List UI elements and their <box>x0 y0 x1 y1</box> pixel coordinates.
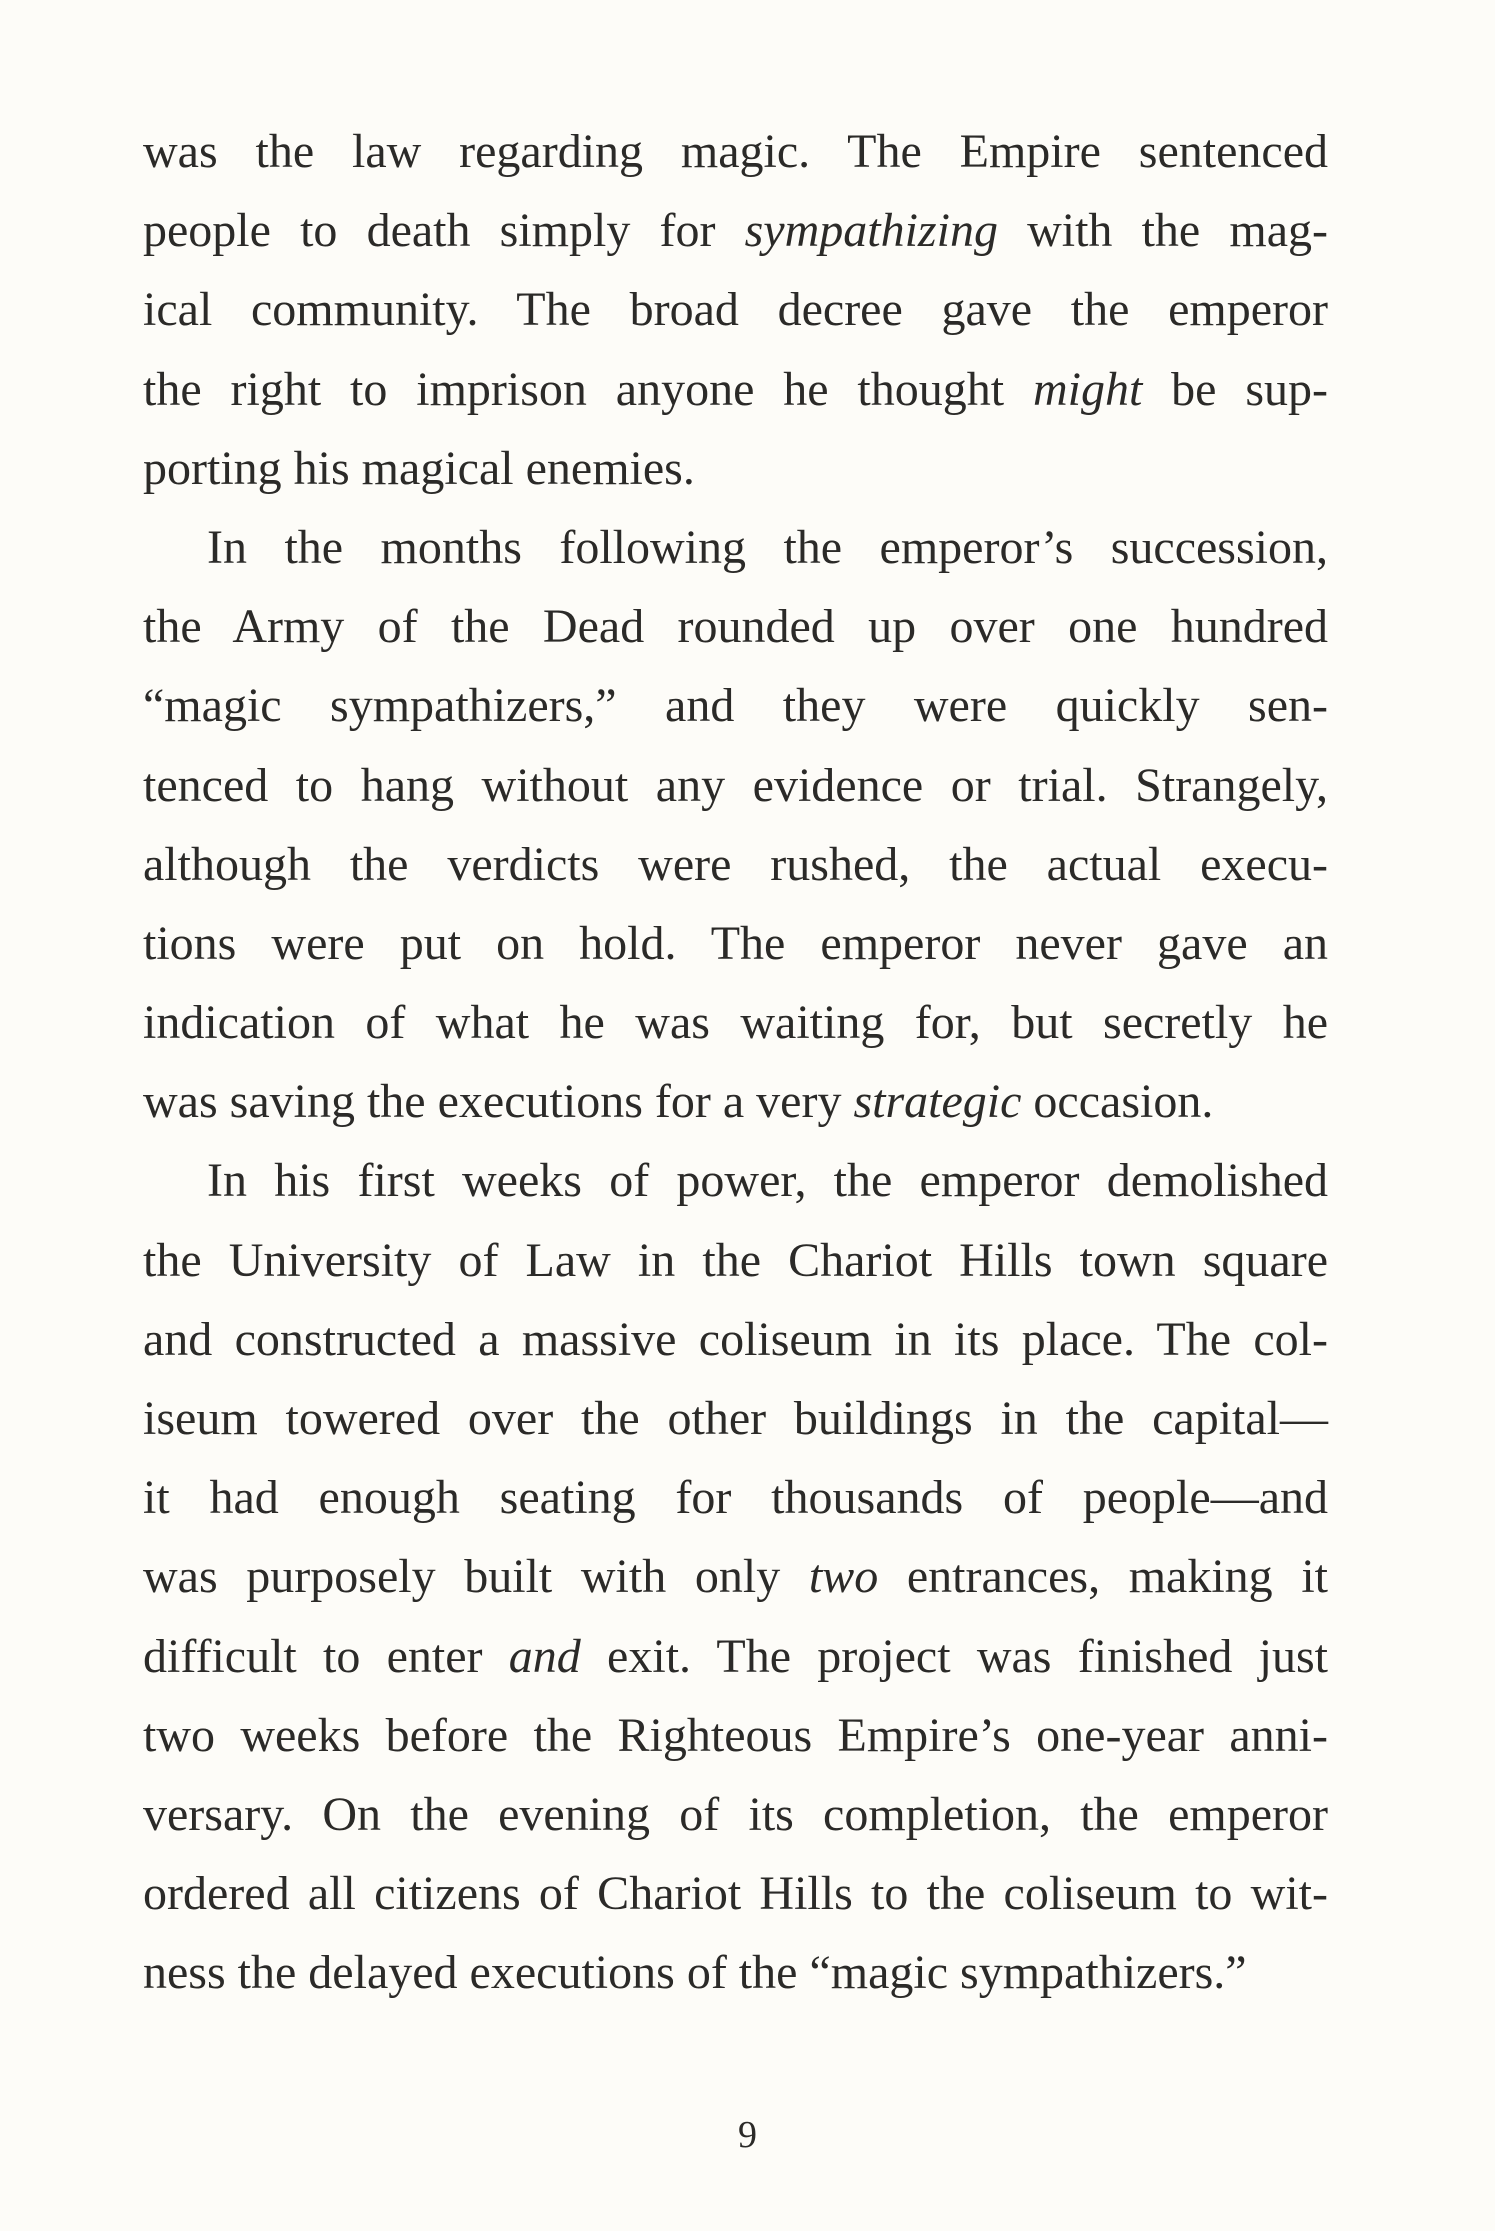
text-run: entrances, making it <box>878 1550 1328 1604</box>
text-run: be sup- <box>1142 362 1329 416</box>
text-run: In the months following the emperor’s succession, <box>207 520 1328 574</box>
text-run: the Army of the Dead rounded up over one hundred <box>143 600 1328 654</box>
text-line <box>143 746 1328 825</box>
text-run: was the law regarding magic. The Empire sentenced <box>143 125 1328 178</box>
paragraph <box>143 1141 1328 2012</box>
page-number: 9 <box>738 2114 757 2156</box>
text-run: was purposely built with only <box>143 1550 809 1604</box>
text-line <box>143 1537 1328 1616</box>
text-run: although the verdicts were rushed, the actual execu- <box>143 837 1328 891</box>
text-line <box>143 587 1328 666</box>
body-text <box>143 112 1328 2013</box>
text-run: was saving the executions for a very <box>143 1075 854 1129</box>
italic-text: might <box>1032 362 1143 416</box>
text-run: the right to imprison anyone he thought <box>143 362 1033 416</box>
text-run: two weeks before the Righteous Empire’s one-year anni- <box>143 1708 1328 1762</box>
text-line <box>143 1458 1328 1537</box>
text-run: iseum towered over the other buildings in the capital— <box>143 1392 1328 1445</box>
text-line <box>143 1854 1328 1933</box>
text-line <box>143 429 1328 508</box>
italic-text: sympathizing <box>744 204 998 258</box>
text-line <box>143 350 1328 429</box>
text-run: indication of what he was waiting for, but secretly he <box>143 996 1328 1050</box>
text-line <box>143 825 1328 904</box>
text-line <box>143 1221 1328 1300</box>
italic-text: and <box>508 1629 581 1683</box>
text-run: ness the delayed executions of the “magic sympathizers.” <box>143 1946 1247 2000</box>
text-run: “magic sympathizers,” and they were quickly sen- <box>143 679 1328 733</box>
text-line <box>143 1696 1328 1775</box>
text-run: ical community. The broad decree gave the emperor <box>143 283 1328 337</box>
text-line <box>143 983 1328 1062</box>
text-line <box>143 1775 1328 1854</box>
text-line <box>143 1300 1328 1379</box>
text-run: with the mag- <box>997 204 1328 258</box>
text-line <box>143 270 1328 349</box>
text-run: exit. The project was finished just <box>580 1629 1328 1683</box>
text-line <box>143 1379 1328 1458</box>
text-run: occasion. <box>1021 1075 1214 1129</box>
text-line <box>143 508 1328 587</box>
text-run: it had enough seating for thousands of people—and <box>143 1471 1328 1525</box>
text-line <box>143 1062 1328 1141</box>
text-run: versary. On the evening of its completion, the emperor <box>143 1787 1328 1841</box>
text-line <box>143 666 1328 745</box>
text-run: ordered all citizens of Chariot Hills to the coliseum to wit- <box>143 1867 1328 1921</box>
text-line <box>143 1933 1328 2012</box>
text-line <box>143 1141 1328 1220</box>
text-run: the University of Law in the Chariot Hills town square <box>143 1233 1328 1287</box>
text-run: people to death simply for <box>143 204 745 258</box>
italic-text: two <box>808 1550 879 1604</box>
text-line <box>143 112 1328 191</box>
text-run: tenced to hang without any evidence or trial. Strangely, <box>143 758 1328 812</box>
text-run: and constructed a massive coliseum in its place. The col- <box>143 1312 1328 1366</box>
italic-text: strategic <box>853 1075 1022 1129</box>
paragraph <box>143 112 1328 508</box>
text-run: tions were put on hold. The emperor never gave an <box>143 916 1328 970</box>
text-run: In his first weeks of power, the emperor demolished <box>207 1154 1328 1208</box>
text-line <box>143 904 1328 983</box>
text-line <box>143 191 1328 270</box>
paragraph <box>143 508 1328 1142</box>
text-run: difficult to enter <box>143 1629 509 1683</box>
text-run: porting his magical enemies. <box>143 441 695 495</box>
text-line <box>143 1617 1328 1696</box>
